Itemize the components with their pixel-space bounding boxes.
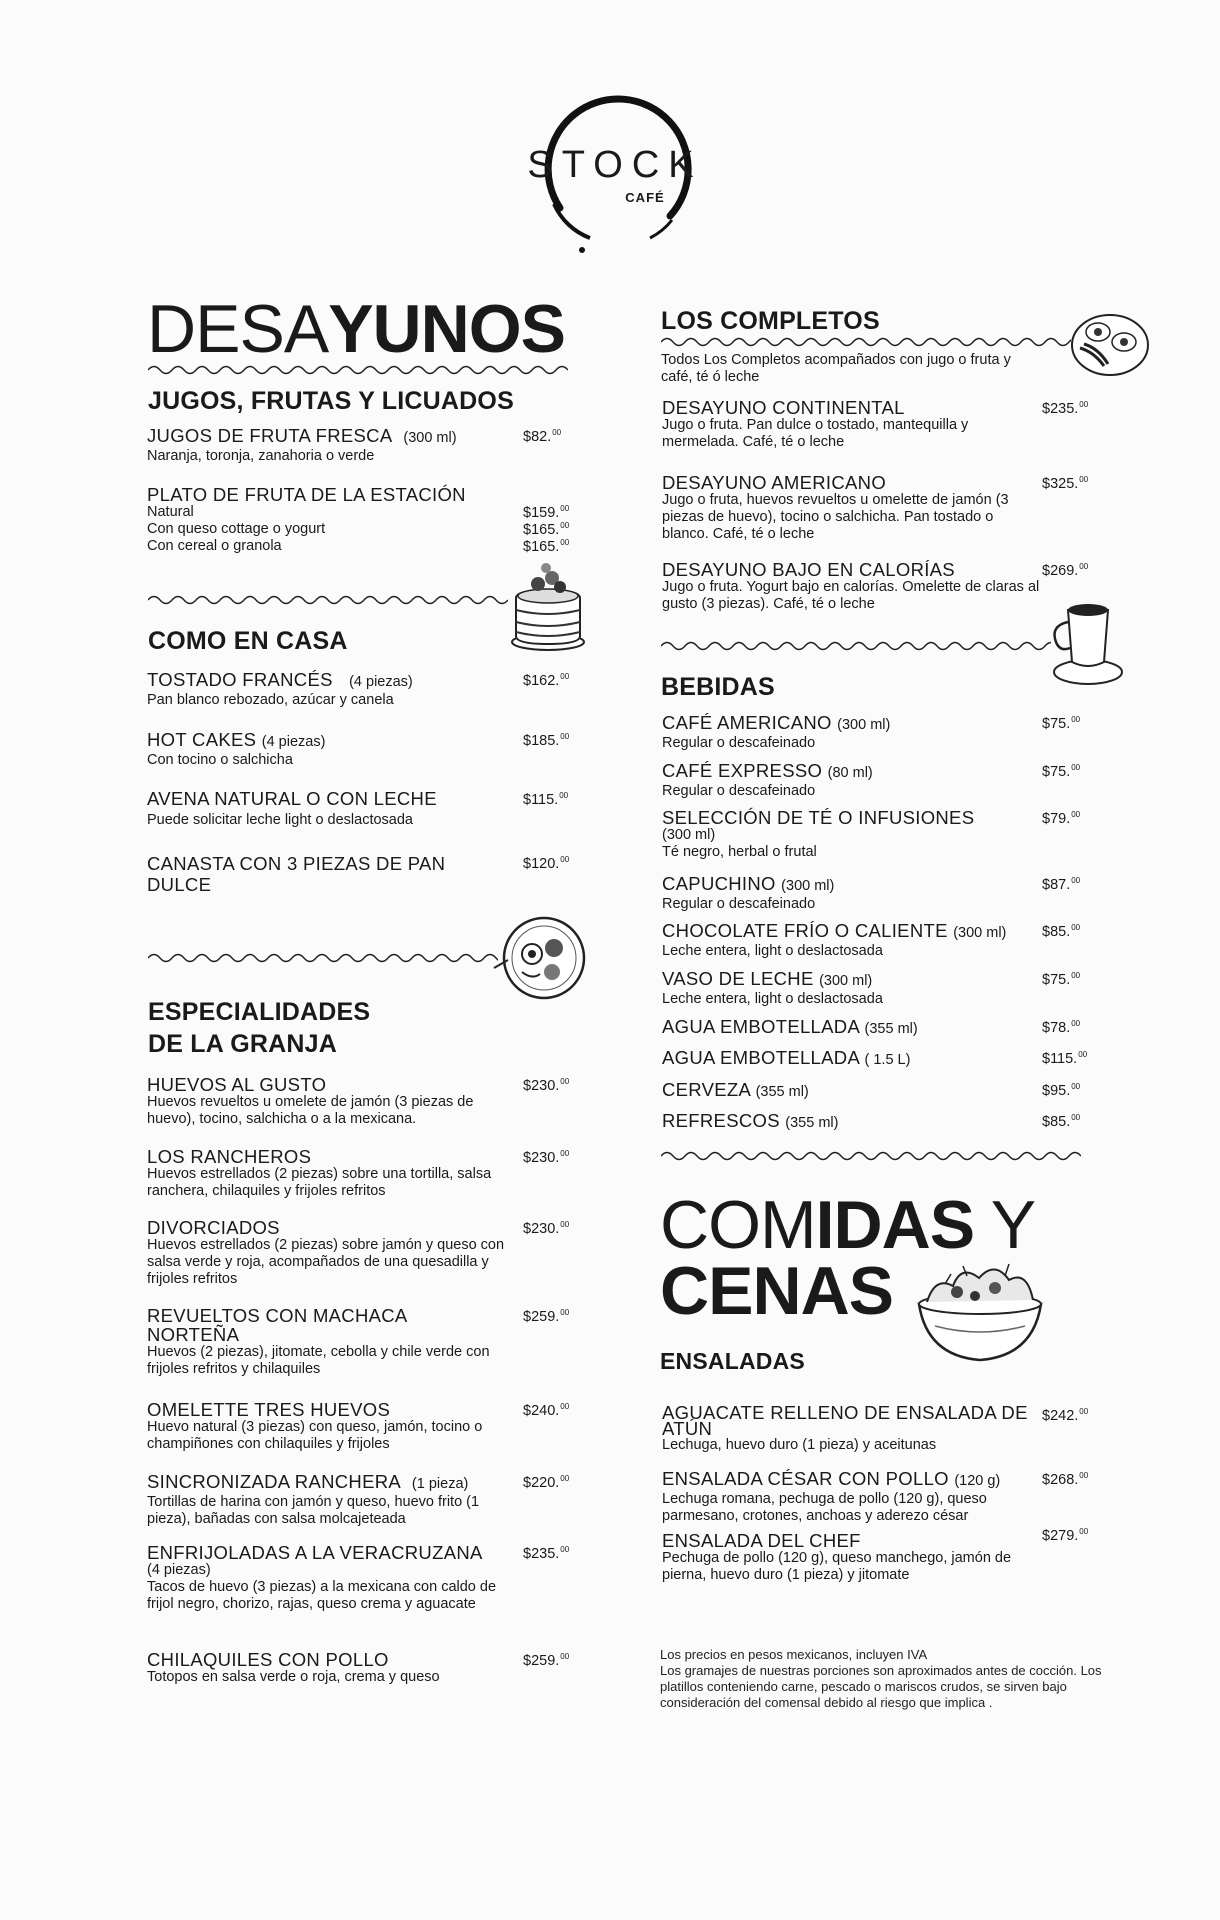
item-price: $120.00	[523, 855, 570, 872]
item-desc: Leche entera, light o deslactosada	[662, 991, 883, 1007]
brand-sub: CAFÉ	[625, 190, 665, 205]
item-desc: Con tocino o salchicha	[147, 752, 293, 768]
item-price: $268.00	[1042, 1471, 1089, 1488]
menu-item	[662, 1080, 1032, 1102]
footer-note	[660, 1647, 1130, 1711]
item-name: ENSALADA CÉSAR CON POLLO	[662, 1468, 949, 1489]
item-price: $75.00	[1042, 971, 1081, 988]
comidas-title-line1	[660, 1187, 1036, 1263]
item-desc: Tortillas de harina con jamón y queso, huevo frito (1 pieza), bañadas con salsa molcajeteada	[147, 1494, 480, 1527]
footer-line: Los gramajes de nuestras porciones son aproximados antes de cocción. Los platillos conteniendo carne, pescado o mariscos crudos, se sirven bajo consideración del comensal debido al riesgo que implica .	[660, 1663, 1102, 1710]
item-desc: Naranja, toronja, zanahoria o verde	[147, 448, 375, 464]
item-desc: Regular o descafeinado	[662, 896, 816, 912]
item-qty: (300 ml)	[662, 827, 716, 843]
item-qty: (4 piezas)	[349, 674, 413, 690]
item-name: SELECCIÓN DE TÉ O INFUSIONES	[662, 807, 975, 828]
item-price: $79.00	[1042, 810, 1081, 827]
option-label: Con queso cottage o yogurt	[147, 521, 326, 537]
menu-item	[147, 853, 477, 895]
section-bebidas: BEBIDAS	[661, 673, 775, 701]
item-price: $95.00	[1042, 1082, 1081, 1099]
item-desc: Jugo o fruta, huevos revueltos u omelette de jamón (3 piezas de huevo), tocino o salchicha. Pan tostado o blanco. Café, té o leche	[662, 492, 1009, 542]
item-price: $185.00	[523, 732, 570, 749]
menu-item	[662, 969, 1032, 1008]
title-light: COM	[660, 1187, 816, 1263]
item-qty: (355 ml)	[755, 1084, 809, 1100]
item-price: $82.00	[523, 428, 562, 445]
menu-item	[662, 1402, 1042, 1454]
item-desc: Regular o descafeinado	[662, 783, 816, 799]
item-desc: Totopos en salsa verde o roja, crema y queso	[147, 1669, 440, 1685]
item-name: DIVORCIADOS	[147, 1217, 280, 1238]
item-desc: Huevos revueltos u omelete de jamón (3 piezas de huevo), tocino, salchicha o a la mexicana.	[147, 1094, 474, 1127]
coffee-cup-illustration-icon	[1046, 596, 1126, 688]
menu-item	[147, 426, 507, 465]
menu-item	[662, 761, 1032, 800]
item-name: AGUACATE RELLENO DE ENSALADA DE ATÚN	[662, 1402, 1028, 1439]
menu-item	[147, 1147, 507, 1200]
section-granja	[148, 996, 370, 1060]
menu-item	[147, 1400, 507, 1453]
breakfast-plate-illustration-icon	[492, 910, 592, 1002]
item-price: $75.00	[1042, 763, 1081, 780]
item-qty: (80 ml)	[827, 765, 873, 781]
section-jugos: JUGOS, FRUTAS Y LICUADOS	[148, 387, 514, 415]
comidas-title-line2: CENAS	[660, 1253, 894, 1329]
item-name: CHOCOLATE FRÍO O CALIENTE	[662, 920, 948, 941]
item-price: $242.00	[1042, 1407, 1089, 1424]
breakfast-title	[147, 291, 566, 367]
menu-item	[147, 1218, 507, 1288]
item-qty: (300 ml)	[781, 878, 835, 894]
item-price: $87.00	[1042, 876, 1081, 893]
item-desc: Huevos estrellados (2 piezas) sobre una tortilla, salsa ranchera, chilaquiles y frijoles refritos	[147, 1166, 492, 1199]
title-light: DESA	[147, 291, 329, 367]
title-bold: YUNOS	[328, 291, 566, 367]
item-qty: (4 piezas)	[261, 734, 326, 750]
menu-item	[147, 1472, 507, 1528]
menu-item	[662, 1531, 1042, 1584]
title-tail: Y	[974, 1187, 1036, 1263]
item-price: $162.00	[523, 672, 570, 689]
menu-item	[147, 730, 507, 769]
section-casa: COMO EN CASA	[148, 627, 348, 655]
item-price: $325.00	[1042, 475, 1089, 492]
item-qty: (1 pieza)	[411, 1476, 469, 1492]
wave-divider	[148, 950, 498, 966]
menu-item	[147, 1306, 507, 1378]
completos-intro: Todos Los Completos acompañados con jugo o fruta y café, té ó leche	[661, 352, 1011, 385]
item-price: $259.00	[523, 1652, 570, 1669]
item-name: HUEVOS AL GUSTO	[147, 1074, 327, 1095]
item-desc: Té negro, herbal o frutal	[662, 844, 817, 860]
wave-divider	[661, 1148, 1081, 1164]
item-name: DESAYUNO AMERICANO	[662, 472, 887, 493]
option-price: $159.00	[523, 504, 570, 521]
item-name: AVENA NATURAL O CON LECHE	[147, 788, 437, 809]
menu-item	[662, 713, 1032, 752]
item-name: CHILAQUILES CON POLLO	[147, 1649, 389, 1670]
menu-item	[662, 1017, 1032, 1039]
item-qty: (300 ml)	[403, 430, 457, 446]
item-name: TOSTADO FRANCÉS	[147, 669, 333, 690]
menu-item	[662, 398, 1042, 451]
menu-item	[662, 1111, 1032, 1133]
brand-logo	[520, 88, 710, 258]
menu-item	[147, 1543, 507, 1613]
menu-item	[662, 874, 1032, 913]
item-price: $269.00	[1042, 562, 1089, 579]
heading-line: DE LA GRANJA	[148, 1030, 337, 1058]
section-ensaladas: ENSALADAS	[660, 1348, 805, 1374]
wave-divider	[148, 362, 568, 378]
eggs-bacon-plate-illustration-icon	[1070, 312, 1150, 378]
item-desc: Huevos (2 piezas), jitomate, cebolla y chile verde con frijoles refritos y chilaquiles	[147, 1344, 490, 1377]
item-price: $230.00	[523, 1220, 570, 1237]
footer-line: Los precios en pesos mexicanos, incluyen IVA	[660, 1647, 928, 1662]
item-desc: Lechuga, huevo duro (1 pieza) y aceitunas	[662, 1437, 937, 1453]
wave-divider	[661, 334, 1071, 350]
item-price: $235.00	[1042, 400, 1089, 417]
item-price: $230.00	[523, 1149, 570, 1166]
item-qty: (4 piezas)	[147, 1562, 211, 1578]
item-name: DESAYUNO BAJO EN CALORÍAS	[662, 559, 955, 580]
item-qty: ( 1.5 L)	[864, 1052, 911, 1068]
item-name: CAPUCHINO	[662, 873, 776, 894]
item-desc: Jugo o fruta. Pan dulce o tostado, mantequilla y mermelada. Café, té o leche	[662, 417, 969, 450]
item-desc: Lechuga romana, pechuga de pollo (120 g), queso parmesano, crotones, anchoas y aderezo césar	[662, 1491, 987, 1524]
item-price: $75.00	[1042, 715, 1081, 732]
option-label: Con cereal o granola	[147, 538, 282, 554]
wave-divider	[661, 638, 1051, 654]
item-name: AGUA EMBOTELLADA	[662, 1016, 860, 1037]
item-price: $240.00	[523, 1402, 570, 1419]
item-name: CERVEZA	[662, 1079, 751, 1100]
item-price: $230.00	[523, 1077, 570, 1094]
menu-item	[147, 485, 507, 504]
item-name: CAFÉ AMERICANO	[662, 712, 832, 733]
item-desc: Huevo natural (3 piezas) con queso, jamón, tocino o champiñones con chilaquiles y frijoles	[147, 1419, 483, 1452]
item-qty: (300 ml)	[953, 925, 1007, 941]
item-name: AGUA EMBOTELLADA	[662, 1047, 860, 1068]
menu-item	[147, 789, 507, 829]
item-desc: Tacos de huevo (3 piezas) a la mexicana con caldo de frijol negro, chorizo, rajas, queso crema y aguacate	[147, 1579, 497, 1612]
menu-item	[147, 1650, 507, 1686]
item-name: PLATO DE FRUTA DE LA ESTACIÓN	[147, 484, 466, 505]
item-name: CANASTA CON 3 PIEZAS DE PAN DULCE	[147, 853, 446, 895]
menu-item	[662, 808, 1032, 861]
menu-item	[662, 921, 1032, 960]
item-price: $85.00	[1042, 923, 1081, 940]
menu-item	[662, 560, 1042, 613]
item-name: REVUELTOS CON MACHACA NORTEÑA	[147, 1305, 407, 1345]
item-price: $115.00	[1042, 1050, 1088, 1067]
item-price: $78.00	[1042, 1019, 1081, 1036]
item-name: REFRESCOS	[662, 1110, 780, 1131]
item-qty: (355 ml)	[864, 1021, 918, 1037]
item-price: $235.00	[523, 1545, 570, 1562]
menu-item	[662, 1469, 1042, 1525]
item-price: $259.00	[523, 1308, 570, 1325]
item-qty: (355 ml)	[785, 1115, 839, 1131]
brand-name: STOCK	[527, 144, 703, 186]
item-price: $115.00	[523, 791, 569, 808]
item-name: ENFRIJOLADAS A LA VERACRUZANA	[147, 1542, 483, 1563]
item-qty: (300 ml)	[837, 717, 891, 733]
item-desc: Huevos estrellados (2 piezas) sobre jamón y queso con salsa verde y roja, acompañados de una quesadilla y frijoles refritos	[147, 1237, 505, 1287]
item-desc: Jugo o fruta. Yogurt bajo en calorías. Omelette de claras al gusto (3 piezas). Café, té o leche	[662, 579, 1040, 612]
item-price: $85.00	[1042, 1113, 1081, 1130]
option-price: $165.00	[523, 538, 570, 555]
heading-line: ESPECIALIDADES	[148, 998, 371, 1026]
item-desc: Pan blanco rebozado, azúcar y canela	[147, 692, 394, 708]
menu-item	[662, 1048, 1032, 1070]
item-name: CAFÉ EXPRESSO	[662, 760, 823, 781]
item-desc: Leche entera, light o deslactosada	[662, 943, 883, 959]
item-name: LOS RANCHEROS	[147, 1146, 312, 1167]
item-qty: (120 g)	[954, 1473, 1001, 1489]
option-price: $165.00	[523, 521, 570, 538]
title-bold: IDAS	[815, 1187, 975, 1263]
item-desc: Puede solicitar leche light o deslactosada	[147, 812, 413, 828]
item-name: DESAYUNO CONTINENTAL	[662, 397, 905, 418]
menu-item	[147, 670, 507, 709]
menu-item	[662, 473, 1042, 543]
section-completos: LOS COMPLETOS	[661, 307, 880, 335]
item-desc: Regular o descafeinado	[662, 735, 816, 751]
salad-bowl-illustration-icon	[905, 1256, 1055, 1366]
item-name: SINCRONIZADA RANCHERA	[147, 1471, 402, 1492]
pancakes-illustration-icon	[508, 560, 588, 652]
wave-divider	[148, 592, 508, 608]
item-qty: (300 ml)	[819, 973, 873, 989]
item-name: JUGOS DE FRUTA FRESCA	[147, 425, 393, 446]
item-name: OMELETTE TRES HUEVOS	[147, 1399, 391, 1420]
item-name: VASO DE LECHE	[662, 968, 814, 989]
item-price: $220.00	[523, 1474, 570, 1491]
option-label: Natural	[147, 504, 194, 520]
item-name: HOT CAKES	[147, 729, 257, 750]
item-desc: Pechuga de pollo (120 g), queso manchego, jamón de pierna, huevo duro (1 pieza) y jitomate	[662, 1550, 1012, 1583]
item-price: $279.00	[1042, 1527, 1089, 1544]
item-name: ENSALADA DEL CHEF	[662, 1530, 861, 1551]
menu-item	[147, 1075, 507, 1128]
